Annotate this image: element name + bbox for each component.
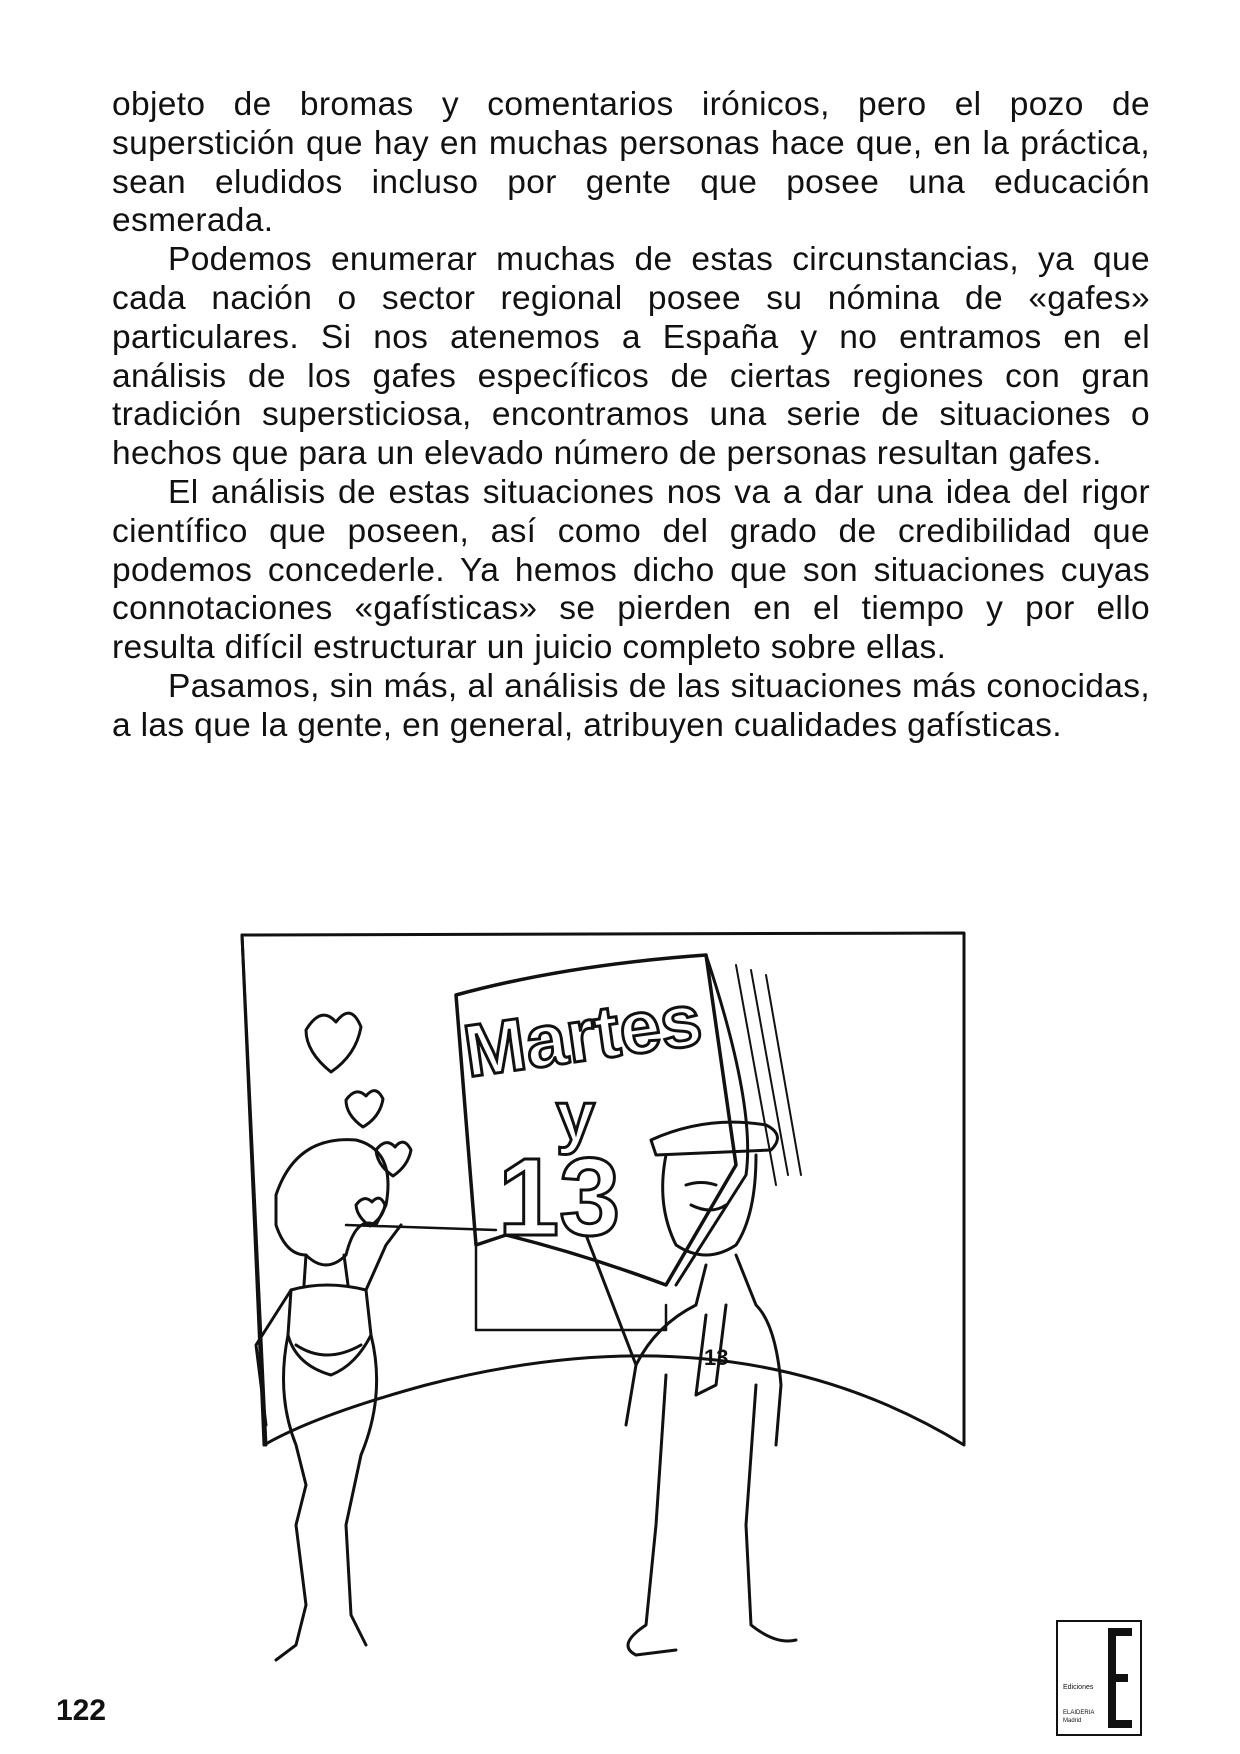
paragraph-3: El análisis de estas situaciones nos va a dar una idea del rigor científico que poseen, así como del grado de credibilidad que podemos concederle. Ya hemos dicho que son situaciones cuyas connotaciones «gafísticas» se pierden en el tiempo y por ello resulta difícil estructurar un juicio completo sobre ellas. bbox=[112, 473, 1150, 667]
paragraph-1: objeto de bromas y comentarios irónicos, pero el pozo de superstición que hay en muchas personas hace que, en la práctica, sean eludidos incluso por gente que posee una educación esmerada. bbox=[112, 86, 1150, 240]
publisher-logo-line-3: Madrid bbox=[1063, 1718, 1082, 1724]
publisher-logo-line-1: Ediciones bbox=[1063, 1684, 1094, 1691]
paragraph-4: Pasamos, sin más, al análisis de las situaciones más conocidas, a las que la gente, en general, atribuyen cualidades gafísticas. bbox=[112, 667, 1150, 744]
paragraph-2: Podemos enumerar muchas de estas circunstancias, ya que cada nación o sector regional posee su nómina de «gafes» particulares. Si nos atenemos a España y no entramos en el análisis de los gafes específicos de ciertas regiones con gran tradición supersticiosa, encontramos una serie de situaciones o hechos que para un elevado número de personas resultan gafes. bbox=[112, 241, 1150, 473]
sign-word-martes: Martes bbox=[458, 977, 707, 1093]
heart-shape bbox=[306, 1013, 361, 1072]
page-number: 122 bbox=[56, 1694, 107, 1727]
publisher-logo-line-2: ELAIDERIA bbox=[1063, 1710, 1095, 1716]
tie-number: 13 bbox=[704, 1345, 729, 1370]
woman-figure bbox=[256, 1140, 496, 1660]
body-text bbox=[112, 86, 1150, 746]
publisher-logo-mark bbox=[1106, 1626, 1136, 1730]
sign-word-y: y bbox=[556, 1077, 595, 1155]
cartoon-illustration bbox=[236, 925, 976, 1725]
sign-number: 13 bbox=[498, 1136, 621, 1259]
publisher-logo bbox=[1056, 1620, 1142, 1736]
